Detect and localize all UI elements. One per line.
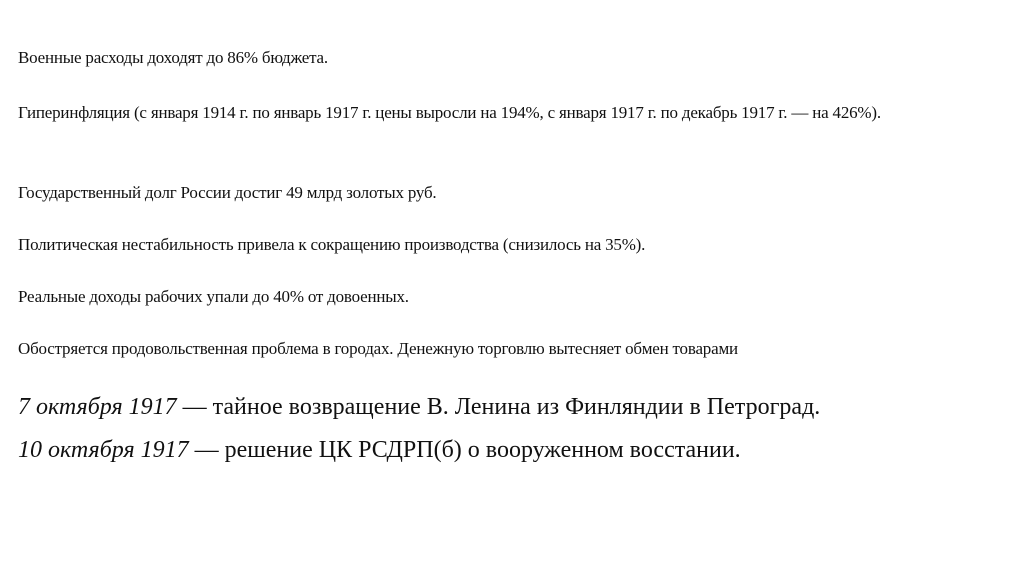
event-date: 10 октября 1917 [18, 437, 189, 463]
paragraph-food-problem: Обостряется продовольственная проблема в городах. Денежную торговлю вытесняет обмен товарами [18, 339, 738, 358]
event-lenin-return [18, 392, 1003, 422]
event-armed-uprising [18, 435, 1003, 465]
paragraph-political-instability: Политическая нестабильность привела к сокращению производства (снизилось на 35%). [18, 235, 646, 254]
event-text: — решение ЦК РСДРП(б) о вооруженном восстании. [188, 437, 741, 463]
event-date: 7 октября 1917 [18, 394, 177, 420]
paragraph-hyperinflation: Гиперинфляция (с января 1914 г. по январь 1917 г. цены выросли на 194%, с января 1917 г. по декабрь 1917 г. — на 426%). [18, 103, 881, 122]
paragraph-state-debt: Государственный долг России достиг 49 млрд золотых руб. [18, 183, 437, 202]
event-text: — тайное возвращение В. Ленина из Финляндии в Петроград. [176, 394, 821, 420]
paragraph-real-income: Реальные доходы рабочих упали до 40% от довоенных. [18, 287, 409, 306]
paragraph-military-spending: Военные расходы доходят до 86% бюджета. [18, 48, 328, 67]
